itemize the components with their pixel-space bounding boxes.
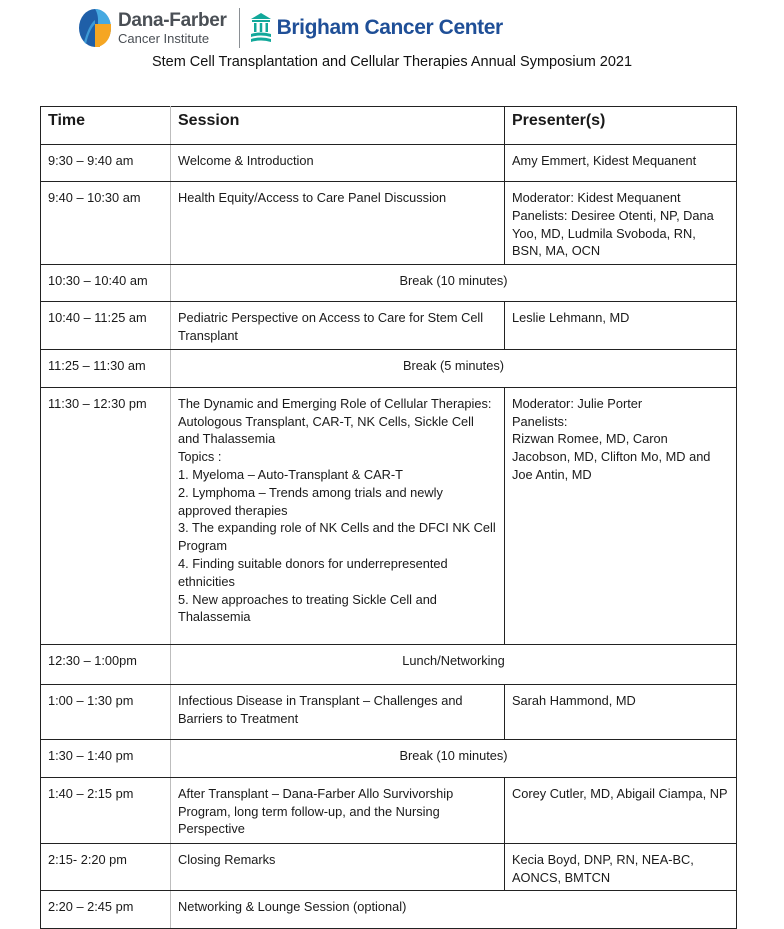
logo-divider (239, 8, 240, 48)
brigham-name: Brigham Cancer Center (276, 16, 503, 39)
dana-farber-logo-icon (78, 8, 112, 48)
presenters-cell (505, 843, 737, 891)
time-cell: 2:20 – 2:45 pm (41, 891, 171, 929)
presenter-line: Panelists: Desiree Otenti, NP, Dana Yoo, MD, Ludmila Svoboda, RN, BSN, MA, OCN (512, 207, 714, 259)
session-topic: 2. Lymphoma – Trends among trials and newly approved therapies (178, 484, 443, 518)
session-cell (171, 182, 505, 265)
dana-farber-wordmark (118, 11, 227, 45)
time-cell: 10:40 – 11:25 am (41, 302, 171, 350)
presenters-cell (505, 684, 737, 739)
presenter-line: Moderator: Julie Porter (512, 395, 643, 411)
brigham-building-icon (250, 12, 272, 44)
session-title: Infectious Disease in Transplant – Challenges and Barriers to Treatment (178, 692, 463, 726)
time-cell: 12:30 – 1:00pm (41, 644, 171, 684)
table-row (41, 265, 737, 302)
time-cell: 1:40 – 2:15 pm (41, 777, 171, 843)
session-topic: 5. New approaches to treating Sickle Cell and Thalassemia (178, 591, 437, 625)
time-cell: 2:15- 2:20 pm (41, 843, 171, 891)
column-header-time: Time (41, 107, 171, 145)
presenter-line: Rizwan Romee, MD, Caron Jacobson, MD, Clifton Mo, MD and Joe Antin, MD (512, 431, 711, 482)
table-header-row (41, 107, 737, 145)
session-topic: Topics : (178, 449, 222, 465)
presenters-cell (505, 302, 737, 350)
column-header-session: Session (171, 107, 505, 145)
session-title: Health Equity/Access to Care Panel Discussion (178, 190, 447, 205)
schedule-table (40, 106, 737, 929)
session-cell (171, 302, 505, 350)
session-cell (171, 145, 505, 182)
time-cell: 10:30 – 10:40 am (41, 265, 171, 302)
session-topic: 4. Finding suitable donors for underrepresented ethnicities (178, 555, 448, 589)
dana-farber-name: Dana-Farber (118, 10, 227, 31)
table-row (41, 739, 737, 777)
presenter-line: Kecia Boyd, DNP, RN, NEA-BC, AONCS, BMTCN (512, 851, 694, 885)
table-row (41, 777, 737, 843)
session-title: The Dynamic and Emerging Role of Cellular Therapies: Autologous Transplant, CAR-T, NK Cells, Sickle Cell and Thalassemia (178, 395, 492, 447)
header-logos (78, 4, 503, 52)
time-cell: 9:30 – 9:40 am (41, 145, 171, 182)
table-row (41, 145, 737, 182)
break-cell: Break (10 minutes) (171, 265, 737, 302)
presenters-cell (505, 145, 737, 182)
table-row (41, 349, 737, 387)
presenters-cell (505, 387, 737, 644)
table-row (41, 182, 737, 265)
time-cell: 11:30 – 12:30 pm (41, 387, 171, 644)
presenter-line: Panelists: (512, 413, 568, 429)
session-cell (171, 843, 505, 891)
time-cell: 1:30 – 1:40 pm (41, 739, 171, 777)
session-cell (171, 387, 505, 644)
presenter-line: Leslie Lehmann, MD (512, 310, 630, 326)
table-row (41, 387, 737, 644)
table-row (41, 302, 737, 350)
presenter-line: Sarah Hammond, MD (512, 692, 636, 708)
table-row (41, 891, 737, 929)
break-cell: Break (10 minutes) (171, 739, 737, 777)
presenter-line: Moderator: Kidest Mequanent (512, 190, 681, 205)
session-title: After Transplant – Dana-Farber Allo Survivorship Program, long term follow-up, and the Nursing Perspective (178, 785, 454, 837)
break-cell: Lunch/Networking (171, 644, 737, 684)
table-row (41, 684, 737, 739)
session-title: Closing Remarks (178, 851, 276, 867)
column-header-presenters: Presenter(s) (505, 107, 737, 145)
session-cell: Networking & Lounge Session (optional) (171, 891, 737, 929)
presenters-cell (505, 182, 737, 265)
break-cell: Break (5 minutes) (171, 349, 737, 387)
dana-farber-subtitle: Cancer Institute (118, 31, 210, 46)
session-cell (171, 777, 505, 843)
time-cell: 1:00 – 1:30 pm (41, 684, 171, 739)
presenter-line: Amy Emmert, Kidest Mequanent (512, 153, 697, 168)
session-title: Welcome & Introduction (178, 153, 314, 168)
table-row (41, 843, 737, 891)
document-title: Stem Cell Transplantation and Cellular Therapies Annual Symposium 2021 (151, 54, 633, 70)
session-topic: 3. The expanding role of NK Cells and the DFCI NK Cell Program (178, 520, 496, 554)
session-title: Pediatric Perspective on Access to Care for Stem Cell Transplant (178, 310, 484, 343)
time-cell: 11:25 – 11:30 am (41, 349, 171, 387)
time-cell: 9:40 – 10:30 am (41, 182, 171, 265)
table-row (41, 644, 737, 684)
presenter-line: Corey Cutler, MD, Abigail Ciampa, NP (512, 785, 728, 801)
session-cell (171, 684, 505, 739)
presenters-cell (505, 777, 737, 843)
session-topic: 1. Myeloma – Auto-Transplant & CAR-T (178, 466, 403, 482)
